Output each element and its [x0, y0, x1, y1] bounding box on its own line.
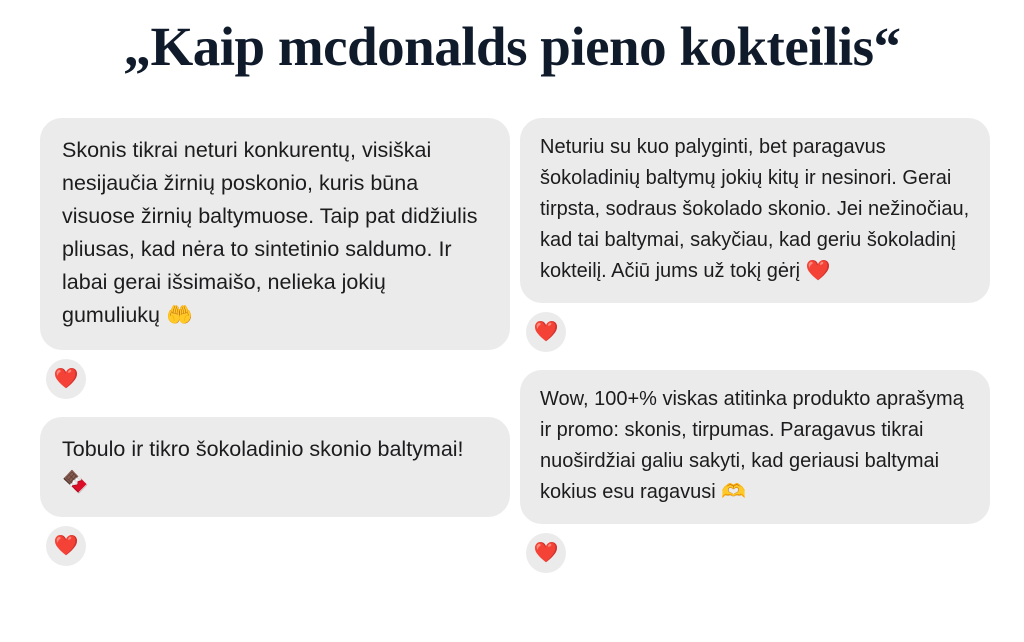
page-title: „Kaip mcdonalds pieno kokteilis“ — [123, 16, 901, 77]
red-heart-icon: ❤️ — [46, 526, 86, 566]
message-bubble: Wow, 100+% viskas atitinka produkto aprašymą ir promo: skonis, tirpumas. Paragavus tikrai nuoširdžiai galiu sakyti, kad geriausi baltymai kokius esu ragavusi 🫶 — [520, 370, 990, 524]
message-bubble: Neturiu su kuo palyginti, bet paragavus šokoladinių baltymų jokių kitų ir nesinori. Gerai tirpsta, sodraus šokolado skonio. Jei nežinočiau, kad tai baltymai, sakyčiau, kad geriu šokoladinį kokteilį. Ačiū jums už tokį gėrį ❤️ — [520, 118, 990, 303]
red-heart-icon: ❤️ — [46, 359, 86, 399]
testimonial-item — [520, 370, 990, 573]
red-heart-icon: ❤️ — [526, 312, 566, 352]
testimonial-item — [520, 118, 990, 352]
testimonials-column-right — [520, 118, 990, 573]
testimonials-column-left — [40, 118, 510, 566]
message-bubble: Skonis tikrai neturi konkurentų, visiškai nesijaučia žirnių poskonio, kuris būna visuose žirnių baltymuose. Taip pat didžiulis pliusas, kad nėra to sintetinio saldumo. Ir labai gerai išsimaišo, nelieka jokių gumuliukų 🤲 — [40, 118, 510, 350]
red-heart-icon: ❤️ — [526, 533, 566, 573]
testimonials-container — [0, 118, 1024, 642]
message-bubble: Tobulo ir tikro šokoladinio skonio baltymai! 🍫 — [40, 417, 510, 517]
testimonial-item — [40, 417, 510, 566]
testimonial-item — [40, 118, 510, 399]
